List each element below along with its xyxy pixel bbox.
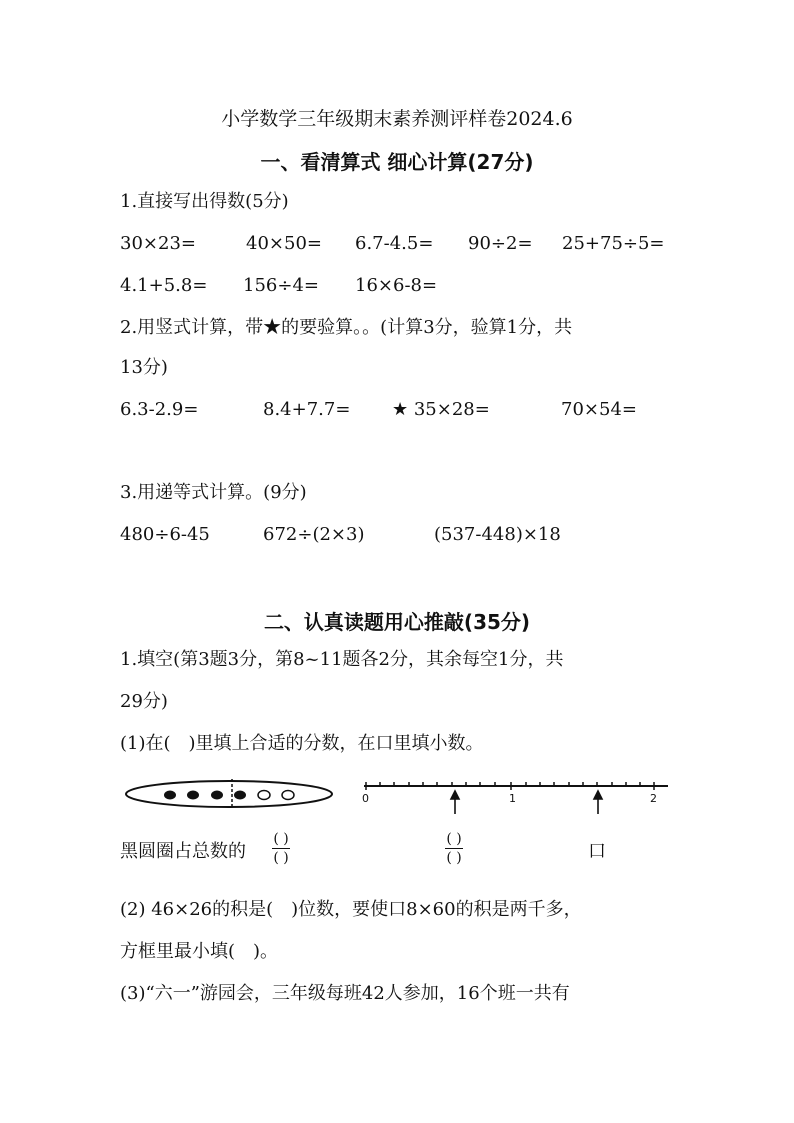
sub-question-1: (1)在( )里填上合适的分数，在口里填小数。 <box>120 733 484 754</box>
arrow-up-icon <box>594 791 602 814</box>
numerator-blank: ( ) <box>273 831 289 847</box>
section-1-heading: 一、看清算式 细心计算(27分) <box>260 150 534 174</box>
sub-question-2-line-1: (2) 46×26的积是( )位数，要使口8×60的积是两千多， <box>120 899 582 920</box>
section-2-heading: 二、认真读题用心推敲(35分) <box>263 610 531 634</box>
q1-item: 90÷2= <box>468 233 533 254</box>
denominator-blank: ( ) <box>446 850 462 866</box>
number-line-figure <box>356 772 676 822</box>
q1-item: 6.7-4.5= <box>355 233 434 254</box>
q2-item: 8.4+7.7= <box>263 399 351 420</box>
q1-item: 16×6-8= <box>355 275 438 296</box>
fraction-blank <box>445 832 463 865</box>
s2-q1-label-line-2: 29分) <box>120 691 168 712</box>
numerator-blank: ( ) <box>446 831 462 847</box>
q1-item: 4.1+5.8= <box>120 275 208 296</box>
fraction-blank <box>272 832 290 865</box>
number-line-label-2: 2 <box>650 792 657 805</box>
number-line-label-0: 0 <box>362 792 369 805</box>
q2-item: 6.3-2.9= <box>120 399 199 420</box>
sub-question-3: (3)“六一”游园会，三年级每班42人参加，16个班一共有 <box>120 983 570 1004</box>
q2-item: ★ 35×28= <box>392 399 490 420</box>
q3-item: 480÷6-45 <box>120 524 210 545</box>
q2-label-line-1: 2.用竖式计算，带★的要验算。。(计算3分，验算1分，共 <box>120 317 573 338</box>
q3-item: 672÷(2×3) <box>263 524 365 545</box>
q2-label-line-2: 13分) <box>120 357 168 378</box>
denominator-blank: ( ) <box>273 850 289 866</box>
fraction-bar <box>272 848 290 849</box>
fraction-bar <box>445 848 463 849</box>
decimal-box-blank: 口 <box>588 841 606 862</box>
number-line-label-1: 1 <box>509 792 516 805</box>
q2-item: 70×54= <box>561 399 637 420</box>
q1-item: 30×23= <box>120 233 196 254</box>
arrow-up-icon <box>451 791 459 814</box>
circle-caption: 黑圆圈占总数的 <box>120 841 246 862</box>
q1-item: 156÷4= <box>243 275 319 296</box>
q3-label: 3.用递等式计算。(9分) <box>120 482 307 503</box>
circles-figure <box>124 777 334 813</box>
q3-item: (537-448)×18 <box>434 524 561 545</box>
q1-label: 1.直接写出得数(5分) <box>120 191 289 212</box>
sub-question-2-line-2: 方框里最小填( )。 <box>120 941 279 962</box>
q1-item: 40×50= <box>246 233 322 254</box>
document-title: 小学数学三年级期末素养测评样卷2024.6 <box>221 108 573 130</box>
q1-item: 25+75÷5= <box>562 233 665 254</box>
s2-q1-label-line-1: 1.填空(第3题3分，第8~11题各2分，其余每空1分，共 <box>120 649 564 670</box>
